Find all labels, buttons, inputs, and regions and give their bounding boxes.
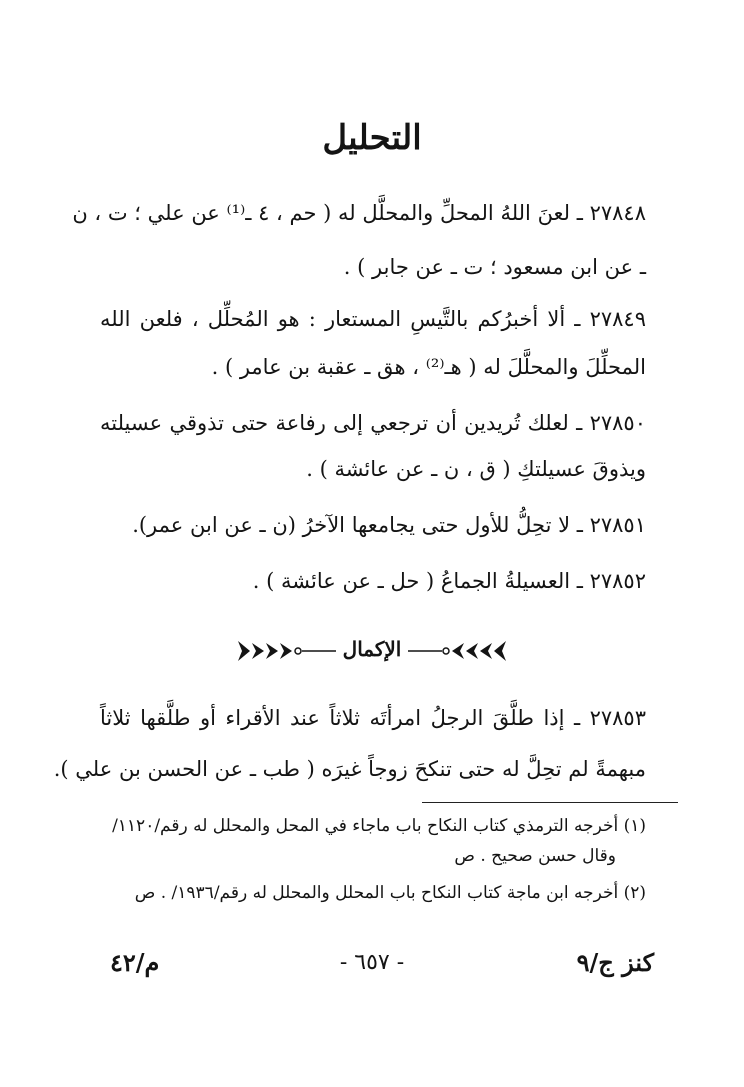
page-number: - ٦٥٧ -: [339, 950, 405, 975]
section-heading-label: الإكمال: [342, 637, 402, 661]
hadith-27848-line-2: ـ عن ابن مسعود ؛ ت ـ عن جابر ) .: [343, 255, 646, 279]
hadith-27852-line-1: ٢٧٨٥٢ ـ العسيلةُ الجماعُ ( حل ـ عن عائشة ) .: [252, 569, 646, 593]
hadith-27849-line-2: المحلِّلَ والمحلَّلَ له ( هـ⁽²⁾ ، هق ـ عقبة بن عامر ) .: [211, 355, 646, 379]
footnote-divider: [422, 802, 678, 803]
footnote-1-line-1: (١) أخرجه الترمذي كتاب النكاح باب ماجاء في المحل والمحلل له رقم/١١٢٠/: [112, 816, 646, 836]
ornament-left-icon: [408, 639, 518, 663]
hadith-27850-line-2: ويذوقَ عسيلتكِ ( ق ، ن ـ عن عائشة ) .: [306, 457, 646, 481]
hadith-27849-line-1: ٢٧٨٤٩ ـ ألا أخبرُكم بالتَّيسِ المستعار : هو المُحلِّل ، فلعن الله: [100, 307, 646, 331]
section-heading: [0, 632, 744, 666]
hadith-27853-line-1: ٢٧٨٥٣ ـ إذا طلَّقَ الرجلُ امرأتَه ثلاثاً عند الأقراء أو طلَّقها ثلاثاً: [100, 706, 646, 730]
footnote-1-line-2: وقال حسن صحيح . ص: [454, 846, 616, 866]
footer-volume-mark: كنز ج/٩: [576, 948, 654, 977]
page-title: التحليل: [322, 118, 422, 158]
hadith-27851-line-1: ٢٧٨٥١ ـ لا تحِلُّ للأول حتى يجامعها الآخرُ (ن ـ عن ابن عمر).: [132, 513, 646, 537]
hadith-27848-line-1: ٢٧٨٤٨ ـ لعنَ اللهُ المحلِّ والمحلَّل له ( حم ، ٤ ـ⁽¹⁾ عن علي ؛ ت ، ن: [72, 201, 646, 225]
footnote-2: (٢) أخرجه ابن ماجة كتاب النكاح باب المحلل والمحلل له رقم/١٩٣٦/ . ص: [134, 883, 646, 903]
footer-signature-mark: م/٤٢: [110, 948, 160, 977]
hadith-27850-line-1: ٢٧٨٥٠ ـ لعلك تُريدين أن ترجعي إلى رفاعة حتى تذوقي عسيلته: [100, 411, 646, 435]
ornament-right-icon: [226, 639, 336, 663]
hadith-27853-line-2: مبهمةً لم تحِلَّ له حتى تنكحَ زوجاً غيرَه ( طب ـ عن الحسن بن علي ).: [53, 757, 646, 781]
